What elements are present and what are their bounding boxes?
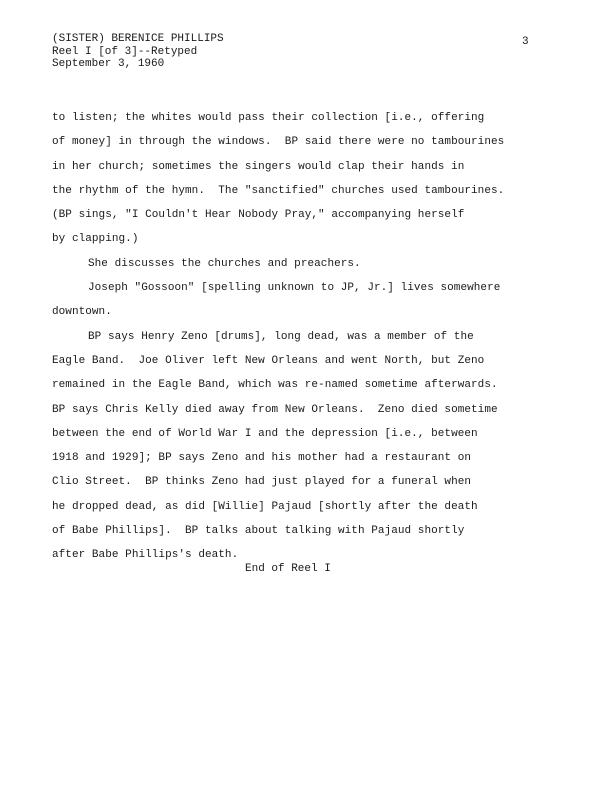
- text-line: downtown.: [52, 306, 112, 319]
- document-header: [52, 33, 224, 71]
- text-line: (BP sings, "I Couldn't Hear Nobody Pray," accompanying herself: [52, 209, 465, 222]
- text-line: Clio Street. BP thinks Zeno had just played for a funeral when: [52, 476, 472, 489]
- page-number: 3: [522, 36, 529, 48]
- text-line: in her church; sometimes the singers would clap their hands in: [52, 160, 465, 173]
- text-line: the rhythm of the hymn. The "sanctified" churches used tambourines.: [52, 184, 505, 197]
- end-of-reel-label: End of Reel I: [245, 563, 331, 575]
- header-interviewee: (SISTER) BERENICE PHILLIPS: [52, 33, 224, 45]
- text-line: to listen; the whites would pass their collection [i.e., offering: [52, 112, 485, 124]
- text-line: BP says Henry Zeno [drums], long dead, was a member of the: [88, 330, 474, 343]
- header-date: September 3, 1960: [52, 58, 165, 70]
- transcript-body: [52, 106, 552, 568]
- text-line: She discusses the churches and preachers.: [88, 257, 361, 270]
- text-line: of Babe Phillips]. BP talks about talking with Pajaud shortly: [52, 525, 465, 538]
- header-reel: Reel I [of 3]--Retyped: [52, 45, 198, 58]
- text-line: of money] in through the windows. BP said there were no tambourines: [52, 136, 505, 149]
- text-line: by clapping.): [52, 233, 139, 246]
- text-line: 1918 and 1929]; BP says Zeno and his mother had a restaurant on: [52, 452, 472, 465]
- text-line: Eagle Band. Joe Oliver left New Orleans and went North, but Zeno: [52, 354, 485, 367]
- text-line: remained in the Eagle Band, which was re-named sometime afterwards.: [52, 379, 498, 392]
- text-line: after Babe Phillips's death.: [52, 549, 239, 562]
- text-line: BP says Chris Kelly died away from New Orleans. Zeno died sometime: [52, 403, 498, 416]
- text-line: between the end of World War I and the depression [i.e., between: [52, 427, 478, 440]
- text-line: Joseph "Gossoon" [spelling unknown to JP, Jr.] lives somewhere: [88, 282, 501, 295]
- text-line: he dropped dead, as did [Willie] Pajaud [shortly after the death: [52, 500, 478, 513]
